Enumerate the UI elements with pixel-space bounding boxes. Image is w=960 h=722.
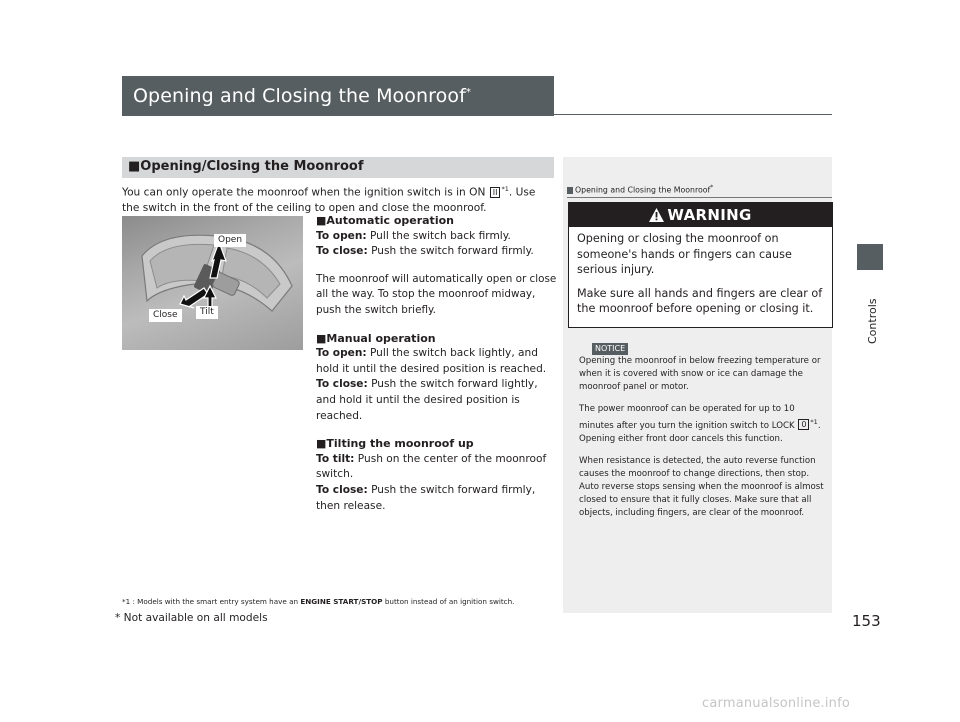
close-text: Push the switch forward firmly, then release. xyxy=(316,483,536,512)
close-label-text: To close: xyxy=(316,378,368,391)
tilt-label-text: To tilt: xyxy=(316,452,355,465)
availability-note: * Not available on all models xyxy=(115,612,268,624)
open-label-text: To open: xyxy=(316,347,367,360)
sidebar-notes-panel xyxy=(563,157,832,613)
note-text: The power moonroof can be operated for up to 10 minutes after you turn the ignition switch to LOCK xyxy=(579,404,798,431)
open-label: Open xyxy=(214,234,246,247)
tilt-instruction xyxy=(316,452,558,483)
warning-paragraph-1: Opening or closing the moonroof on someone's hands or fingers can cause serious injury. xyxy=(577,232,792,276)
footnote-bold: ENGINE START/STOP xyxy=(300,597,383,606)
close-label: Close xyxy=(149,309,182,322)
manual-operation-heading: ■Manual operation xyxy=(316,331,436,345)
chapter-tab[interactable] xyxy=(852,290,892,350)
footnote xyxy=(122,597,562,606)
close-text: Push the switch forward lightly, and hold it until the desired position is reached. xyxy=(316,378,538,422)
automatic-operation-heading: ■Automatic operation xyxy=(316,214,454,227)
notice-notes xyxy=(579,355,829,520)
tilt-text: Push on the center of the moonroof switch. xyxy=(316,452,547,481)
page-title-text: Opening and Closing the Moonroof xyxy=(133,85,466,107)
operation-instructions xyxy=(316,213,558,514)
warning-text xyxy=(569,227,832,317)
manual-open xyxy=(316,346,558,377)
open-label-text: To open: xyxy=(316,229,367,242)
link-arrow-icon xyxy=(567,187,573,194)
intro-text-continued: . Use the switch in the front of the ceiling to open and close the moonroof. xyxy=(122,186,536,215)
tilt-label: Tilt xyxy=(196,306,218,319)
sidebar-title[interactable] xyxy=(567,184,713,195)
note-freezing: Opening the moonroof in below freezing temperature or when it is covered with snow or ice can damage the moonroof panel or motor. xyxy=(579,356,821,392)
ignition-key-symbol: II xyxy=(490,187,501,198)
notice-badge: NOTICE xyxy=(592,343,628,355)
open-text: Pull the switch back lightly, and hold it until the desired position is reached. xyxy=(316,347,547,375)
warning-triangle-icon xyxy=(649,208,664,222)
moonroof-switch-photo xyxy=(122,216,303,350)
page-title xyxy=(122,76,554,116)
automatic-detail: The moonroof will automatically open or close all the way. To stop the moonroof midway, push the switch briefly. xyxy=(316,272,557,316)
chapter-tab-marker xyxy=(857,244,883,270)
close-label-text: To close: xyxy=(316,483,368,496)
footnote-mark: *1 : xyxy=(122,597,135,606)
automatic-close xyxy=(316,244,558,260)
close-label-text: To close: xyxy=(316,245,368,258)
footnote-ref: *1 xyxy=(810,418,818,426)
footnote-text: Models with the smart entry system have an xyxy=(134,597,301,606)
section-heading: ■Opening/Closing the Moonroof xyxy=(122,157,554,178)
note-auto-reverse: When resistance is detected, the auto reverse function causes the moonroof to change directions, then stop. Auto reverse stops sensing when the moonroof is almost closed to ensure that it fully closes. Make sure that all objects, including fingers, are clear of the moonroof. xyxy=(579,455,824,518)
intro-paragraph xyxy=(122,182,556,217)
page-number: 153 xyxy=(852,612,881,630)
tilt-close xyxy=(316,483,558,514)
sidebar-title-text: Opening and Closing the Moonroof xyxy=(575,185,711,195)
switch-illustration xyxy=(122,216,303,350)
warning-box xyxy=(568,202,833,328)
lock-key-symbol: 0 xyxy=(798,419,809,430)
chapter-tab-label: Controls xyxy=(866,298,879,344)
intro-text: You can only operate the moonroof when the ignition switch is in ON xyxy=(122,186,486,199)
manual-close xyxy=(316,377,558,424)
title-asterisk: * xyxy=(465,87,471,98)
sidebar-asterisk: * xyxy=(710,184,714,191)
footnote-ref: *1 xyxy=(501,185,509,193)
tilting-heading: ■Tilting the moonroof up xyxy=(316,437,474,451)
note-power-moonroof xyxy=(579,403,829,446)
title-rule xyxy=(554,114,832,115)
footnote-text-end: button instead of an ignition switch. xyxy=(382,597,515,606)
warning-heading xyxy=(569,203,832,227)
warning-heading-text: WARNING xyxy=(667,206,752,224)
note-text-end: . Opening either front door cancels this function. xyxy=(579,420,821,444)
sidebar-rule xyxy=(567,197,832,198)
automatic-open xyxy=(316,229,558,245)
close-text: Push the switch forward firmly. xyxy=(367,245,534,258)
watermark: carmanualsonline.info xyxy=(702,696,851,711)
open-text: Pull the switch back firmly. xyxy=(366,229,511,242)
warning-paragraph-2: Make sure all hands and fingers are clear of the moonroof before opening or closing it. xyxy=(577,286,823,315)
